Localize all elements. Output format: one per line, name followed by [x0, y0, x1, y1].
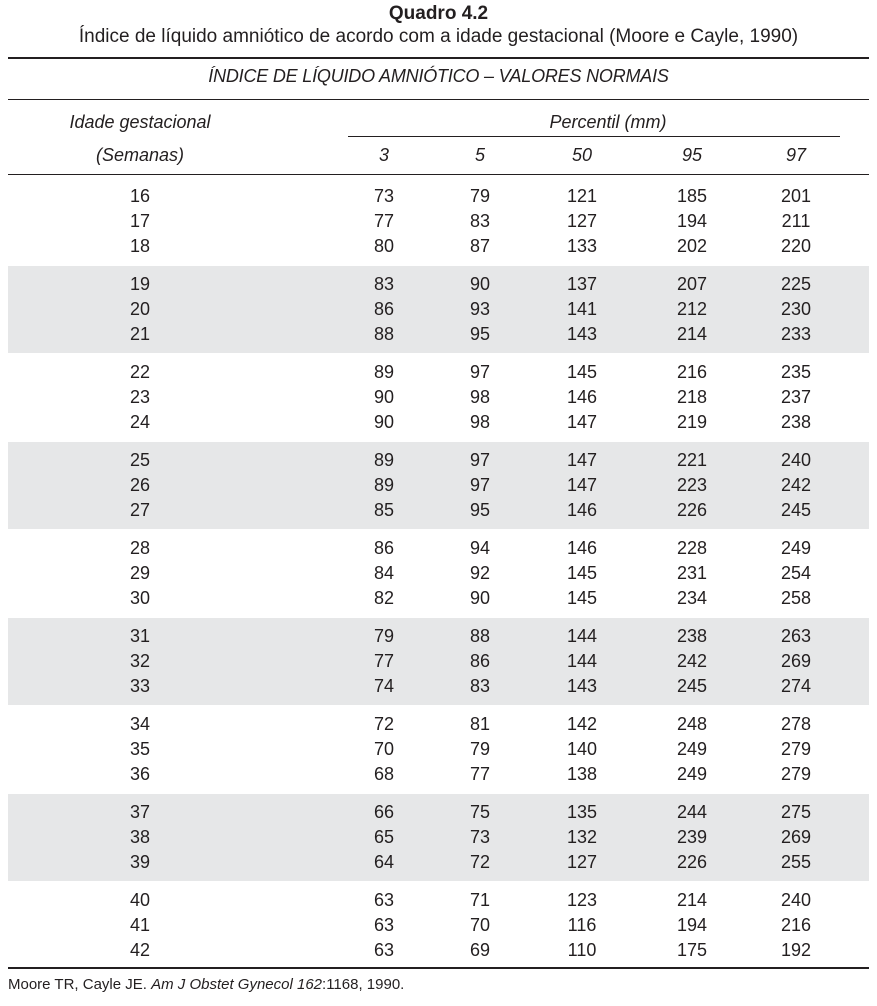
percentile-value-cell: 207 — [676, 274, 708, 294]
percentile-value-cell: 226 — [676, 500, 708, 520]
percentile-value-cell: 73 — [373, 186, 395, 206]
percentile-value-cell: 95 — [469, 500, 491, 520]
percentile-value-cell: 254 — [780, 563, 812, 583]
percentile-header-3: 3 — [378, 145, 389, 165]
percentile-value-cell: 244 — [676, 802, 708, 822]
percentile-value-cell: 83 — [469, 676, 491, 696]
percentile-value-cell: 263 — [780, 626, 812, 646]
percentile-value-cell: 242 — [780, 475, 812, 495]
gestational-age-cell: 40 — [129, 890, 151, 910]
table-row — [0, 712, 877, 737]
percentile-value-cell: 89 — [373, 362, 395, 382]
percentile-value-cell: 216 — [676, 362, 708, 382]
table-row — [0, 209, 877, 234]
percentile-value-cell: 146 — [566, 538, 598, 558]
percentile-value-cell: 225 — [780, 274, 812, 294]
percentile-rule — [348, 136, 840, 137]
percentile-value-cell: 145 — [566, 362, 598, 382]
percentile-value-cell: 142 — [566, 714, 598, 734]
percentile-value-cell: 147 — [566, 475, 598, 495]
gestational-age-cell: 24 — [129, 412, 151, 432]
percentile-value-cell: 69 — [469, 940, 491, 960]
percentile-value-cell: 72 — [373, 714, 395, 734]
percentile-value-cell: 194 — [676, 211, 708, 231]
percentile-value-cell: 279 — [780, 764, 812, 784]
percentile-value-cell: 240 — [780, 450, 812, 470]
age-label-line1: Idade gestacional — [69, 112, 211, 132]
percentile-value-cell: 230 — [780, 299, 812, 319]
table-row — [0, 888, 877, 913]
percentile-value-cell: 145 — [566, 588, 598, 608]
percentile-value-cell: 226 — [676, 852, 708, 872]
percentile-value-cell: 87 — [469, 236, 491, 256]
source-journal: Am J Obstet Gynecol 162 — [151, 976, 323, 993]
table-row — [0, 674, 877, 699]
percentile-value-cell: 240 — [780, 890, 812, 910]
percentile-value-cell: 141 — [566, 299, 598, 319]
percentile-value-cell: 137 — [566, 274, 598, 294]
percentile-value-cell: 237 — [780, 387, 812, 407]
gestational-age-cell: 30 — [129, 588, 151, 608]
percentile-value-cell: 258 — [780, 588, 812, 608]
gestational-age-cell: 16 — [129, 186, 151, 206]
table-subtitle: Índice de líquido amniótico de acordo com a idade gestacional (Moore e Cayle, 1990) — [78, 26, 799, 47]
percentile-value-cell: 175 — [676, 940, 708, 960]
percentile-value-cell: 255 — [780, 852, 812, 872]
percentile-value-cell: 75 — [469, 802, 491, 822]
percentile-value-cell: 235 — [780, 362, 812, 382]
percentile-value-cell: 245 — [676, 676, 708, 696]
percentile-value-cell: 133 — [566, 236, 598, 256]
table-row — [0, 184, 877, 209]
percentile-value-cell: 71 — [469, 890, 491, 910]
percentile-value-cell: 138 — [566, 764, 598, 784]
percentile-value-cell: 80 — [373, 236, 395, 256]
percentile-value-cell: 98 — [469, 412, 491, 432]
gestational-age-cell: 28 — [129, 538, 151, 558]
gestational-age-cell: 39 — [129, 852, 151, 872]
gestational-age-cell: 35 — [129, 739, 151, 759]
bottom-rule — [8, 967, 869, 969]
percentile-value-cell: 269 — [780, 651, 812, 671]
gestational-age-cell: 41 — [129, 915, 151, 935]
table-row — [0, 938, 877, 963]
percentile-value-cell: 202 — [676, 236, 708, 256]
percentile-value-cell: 143 — [566, 676, 598, 696]
percentile-value-cell: 218 — [676, 387, 708, 407]
percentile-value-cell: 84 — [373, 563, 395, 583]
percentile-value-cell: 116 — [567, 915, 597, 935]
percentile-value-cell: 77 — [373, 211, 395, 231]
table-row — [0, 360, 877, 385]
percentile-value-cell: 144 — [566, 651, 598, 671]
gestational-age-cell: 34 — [129, 714, 151, 734]
gestational-age-cell: 19 — [129, 274, 151, 294]
percentile-value-cell: 239 — [676, 827, 708, 847]
percentile-value-cell: 220 — [780, 236, 812, 256]
percentile-value-cell: 185 — [676, 186, 708, 206]
table-row — [0, 410, 877, 435]
table-row — [0, 272, 877, 297]
percentile-value-cell: 214 — [676, 890, 708, 910]
percentile-value-cell: 248 — [676, 714, 708, 734]
table-row — [0, 473, 877, 498]
percentile-value-cell: 94 — [469, 538, 491, 558]
table-title: Quadro 4.2 — [388, 3, 489, 24]
percentile-value-cell: 64 — [373, 852, 395, 872]
table-row — [0, 624, 877, 649]
age-label-line2: (Semanas) — [95, 145, 185, 165]
percentile-value-cell: 70 — [469, 915, 491, 935]
percentile-value-cell: 147 — [566, 450, 598, 470]
percentile-value-cell: 73 — [469, 827, 491, 847]
percentile-value-cell: 89 — [373, 475, 395, 495]
section-title: ÍNDICE DE LÍQUIDO AMNIÓTICO – VALORES NORMAIS — [208, 66, 669, 86]
gestational-age-cell: 17 — [129, 211, 151, 231]
percentile-value-cell: 88 — [373, 324, 395, 344]
percentile-value-cell: 238 — [676, 626, 708, 646]
percentile-value-cell: 93 — [469, 299, 491, 319]
table-row — [0, 800, 877, 825]
percentile-value-cell: 97 — [469, 450, 491, 470]
percentile-value-cell: 79 — [469, 739, 491, 759]
percentile-value-cell: 110 — [567, 940, 597, 960]
percentile-header-5: 5 — [474, 145, 485, 165]
percentile-value-cell: 144 — [566, 626, 598, 646]
percentile-value-cell: 97 — [469, 362, 491, 382]
percentile-value-cell: 219 — [676, 412, 708, 432]
table-row — [0, 234, 877, 259]
percentile-value-cell: 238 — [780, 412, 812, 432]
percentile-value-cell: 86 — [373, 299, 395, 319]
percentile-value-cell: 233 — [780, 324, 812, 344]
percentile-value-cell: 216 — [780, 915, 812, 935]
table-row — [0, 913, 877, 938]
percentile-value-cell: 97 — [469, 475, 491, 495]
percentile-value-cell: 63 — [373, 890, 395, 910]
percentile-value-cell: 194 — [676, 915, 708, 935]
percentile-value-cell: 79 — [373, 626, 395, 646]
percentile-value-cell: 143 — [566, 324, 598, 344]
percentile-value-cell: 95 — [469, 324, 491, 344]
percentile-value-cell: 77 — [469, 764, 491, 784]
percentile-value-cell: 90 — [469, 274, 491, 294]
table-row — [0, 448, 877, 473]
percentile-value-cell: 81 — [469, 714, 491, 734]
source-citation — [8, 975, 404, 995]
table-row — [0, 762, 877, 787]
percentile-value-cell: 127 — [566, 211, 598, 231]
percentile-value-cell: 223 — [676, 475, 708, 495]
percentile-value-cell: 145 — [566, 563, 598, 583]
table-row — [0, 297, 877, 322]
percentile-value-cell: 147 — [566, 412, 598, 432]
percentile-value-cell: 228 — [676, 538, 708, 558]
percentile-value-cell: 89 — [373, 450, 395, 470]
percentile-value-cell: 79 — [469, 186, 491, 206]
gestational-age-cell: 31 — [129, 626, 151, 646]
percentile-value-cell: 140 — [566, 739, 598, 759]
table-row — [0, 825, 877, 850]
source-citation-rest: :1168, 1990. — [322, 976, 405, 993]
percentile-value-cell: 83 — [373, 274, 395, 294]
percentile-value-cell: 65 — [373, 827, 395, 847]
percentile-value-cell: 214 — [676, 324, 708, 344]
table-row — [0, 561, 877, 586]
table-row — [0, 586, 877, 611]
percentile-value-cell: 123 — [566, 890, 598, 910]
gestational-age-cell: 23 — [129, 387, 151, 407]
percentile-value-cell: 74 — [373, 676, 395, 696]
percentile-value-cell: 278 — [780, 714, 812, 734]
gestational-age-cell: 22 — [129, 362, 151, 382]
percentile-value-cell: 70 — [373, 739, 395, 759]
percentile-value-cell: 127 — [566, 852, 598, 872]
table-row — [0, 498, 877, 523]
table-row — [0, 737, 877, 762]
table-row — [0, 536, 877, 561]
gestational-age-cell: 18 — [129, 236, 151, 256]
table-row — [0, 850, 877, 875]
percentile-header-97: 97 — [785, 145, 807, 165]
gestational-age-cell: 32 — [129, 651, 151, 671]
percentile-value-cell: 221 — [676, 450, 708, 470]
gestational-age-cell: 21 — [129, 324, 151, 344]
percentile-value-cell: 77 — [373, 651, 395, 671]
gestational-age-cell: 42 — [129, 940, 151, 960]
percentile-value-cell: 98 — [469, 387, 491, 407]
percentile-value-cell: 90 — [373, 412, 395, 432]
percentile-value-cell: 88 — [469, 626, 491, 646]
percentile-value-cell: 249 — [676, 739, 708, 759]
gestational-age-cell: 20 — [129, 299, 151, 319]
percentile-value-cell: 242 — [676, 651, 708, 671]
percentile-value-cell: 201 — [780, 186, 812, 206]
gestational-age-cell: 29 — [129, 563, 151, 583]
percentile-value-cell: 83 — [469, 211, 491, 231]
percentile-value-cell: 85 — [373, 500, 395, 520]
percentile-value-cell: 68 — [373, 764, 395, 784]
percentile-value-cell: 234 — [676, 588, 708, 608]
percentile-value-cell: 86 — [469, 651, 491, 671]
section-rule — [8, 99, 869, 100]
percentile-value-cell: 245 — [780, 500, 812, 520]
gestational-age-cell: 27 — [129, 500, 151, 520]
percentile-value-cell: 72 — [469, 852, 491, 872]
table-row — [0, 385, 877, 410]
percentile-value-cell: 90 — [469, 588, 491, 608]
gestational-age-cell: 36 — [129, 764, 151, 784]
percentile-value-cell: 211 — [781, 211, 811, 231]
percentile-value-cell: 146 — [566, 387, 598, 407]
gestational-age-cell: 26 — [129, 475, 151, 495]
gestational-age-cell: 25 — [129, 450, 151, 470]
table-row — [0, 322, 877, 347]
percentile-value-cell: 82 — [373, 588, 395, 608]
percentile-value-cell: 86 — [373, 538, 395, 558]
percentile-value-cell: 275 — [780, 802, 812, 822]
percentile-value-cell: 121 — [566, 186, 598, 206]
percentile-header-50: 50 — [571, 145, 593, 165]
top-rule — [8, 57, 869, 59]
source-authors: Moore TR, Cayle JE. — [8, 976, 152, 993]
percentile-value-cell: 92 — [469, 563, 491, 583]
percentile-value-cell: 231 — [676, 563, 708, 583]
percentile-value-cell: 192 — [780, 940, 812, 960]
percentile-label: Percentil (mm) — [549, 112, 667, 132]
percentile-value-cell: 63 — [373, 940, 395, 960]
percentile-value-cell: 249 — [676, 764, 708, 784]
percentile-value-cell: 249 — [780, 538, 812, 558]
percentile-value-cell: 135 — [566, 802, 598, 822]
percentile-value-cell: 66 — [373, 802, 395, 822]
percentile-value-cell: 132 — [566, 827, 598, 847]
percentile-value-cell: 274 — [780, 676, 812, 696]
percentile-value-cell: 279 — [780, 739, 812, 759]
percentile-value-cell: 269 — [780, 827, 812, 847]
percentile-value-cell: 212 — [676, 299, 708, 319]
percentile-value-cell: 90 — [373, 387, 395, 407]
percentile-header-95: 95 — [681, 145, 703, 165]
gestational-age-cell: 37 — [129, 802, 151, 822]
percentile-value-cell: 63 — [373, 915, 395, 935]
table-row — [0, 649, 877, 674]
gestational-age-cell: 33 — [129, 676, 151, 696]
gestational-age-cell: 38 — [129, 827, 151, 847]
header-bottom-rule — [8, 174, 869, 175]
percentile-value-cell: 146 — [566, 500, 598, 520]
